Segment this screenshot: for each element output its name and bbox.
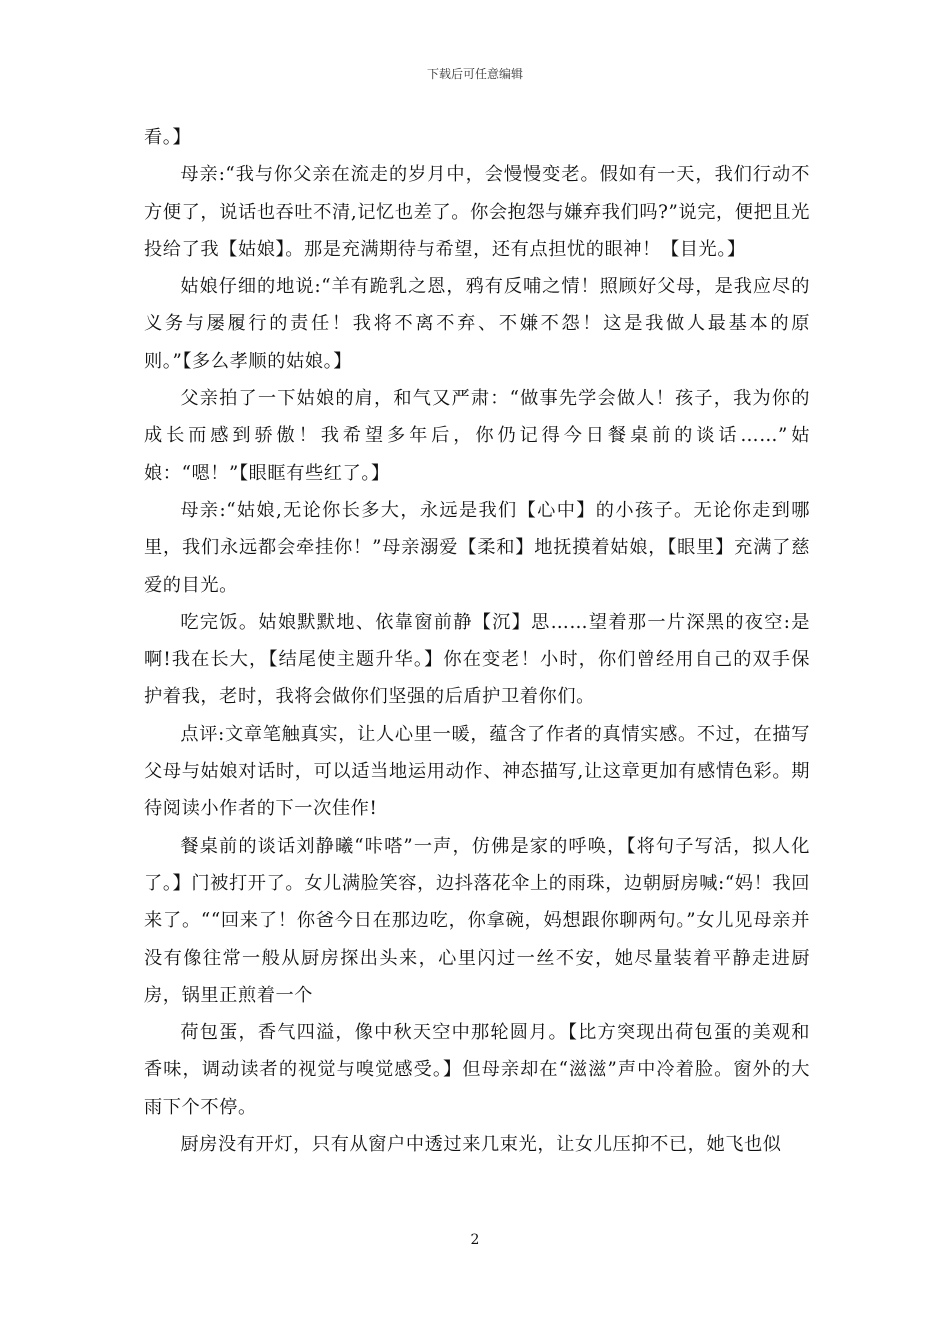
paragraph: 吃完饭。姑娘默默地、依靠窗前静【沉】思……望着那一片深黑的夜空:是啊!我在长大，【结尾使主题升华。】你在变老！小时，你们曾经用自己的双手保护着我，老时，我将会做你们坚强的后盾护卫着你们。 xyxy=(144,611,810,708)
paragraph: 点评:文章笔触真实，让人心里一暖，蕴含了作者的真情实感。不过，在描写父母与姑娘对话时，可以适当地运用动作、神态描写,让这章更加有感情色彩。期待阅读小作者的下一次佳作! xyxy=(144,723,810,820)
page-header: 下载后可任意编辑 xyxy=(426,67,523,81)
paragraph: 厨房没有开灯，只有从窗户中透过来几束光，让女儿压抑不已，她飞也似 xyxy=(180,1134,782,1156)
paragraph: 看。】 xyxy=(144,127,192,148)
paragraph: 母亲:“我与你父亲在流走的岁月中，会慢慢变老。假如有一天，我们行动不方便了，说话也吞吐不清,记忆也差了。你会抱怨与嫌弃我们吗?”说完，便把且光投给了我【姑娘】。那是充满期待与希望，还有点担忧的眼神！【目光。】 xyxy=(144,164,810,260)
paragraph: 父亲拍了一下姑娘的肩，和气又严肃：“做事先学会做人！孩子，我为你的成长而感到骄傲！我希望多年后，你仍记得今日餐桌前的谈话……”姑娘：“嗯！”【眼眶有些红了。】 xyxy=(144,388,810,484)
page-number: 2 xyxy=(470,1232,480,1248)
document-body xyxy=(144,119,810,1163)
paragraph: 姑娘仔细的地说:“羊有跪乳之恩，鸦有反哺之情！照顾好父母，是我应尽的义务与屡履行的责任！我将不离不弃、不嫌不怨！这是我做人最基本的原则。”【多么孝顺的姑娘。】 xyxy=(144,276,810,372)
paragraph: 餐桌前的谈话刘静曦“咔嗒”一声，仿佛是家的呼唤，【将句子写活，拟人化了。】门被打开了。女儿满脸笑容，边抖落花伞上的雨珠，边朝厨房喊:“妈！我回来了。““回来了！你爸今日在那边吃，你拿碗，妈想跟你聊两句。”女儿见母亲并没有像往常一般从厨房探出头来，心里闪过一丝不安，她尽量装着平静走进厨房，锅里正煎着一个 xyxy=(144,835,810,1006)
paragraph: 母亲:“姑娘,无论你长多大，永远是我们【心中】的小孩子。无论你走到哪里，我们永远都会牵挂你！”母亲溺爱【柔和】地抚摸着姑娘，【眼里】充满了慈爱的目光。 xyxy=(144,499,810,596)
paragraph: 荷包蛋，香气四溢，像中秋天空中那轮圆月。【比方突现出荷包蛋的美观和香味，调动读者的视觉与嗅觉感受。】但母亲却在“滋滋”声中冷着脸。窗外的大雨下个不停。 xyxy=(144,1022,810,1118)
